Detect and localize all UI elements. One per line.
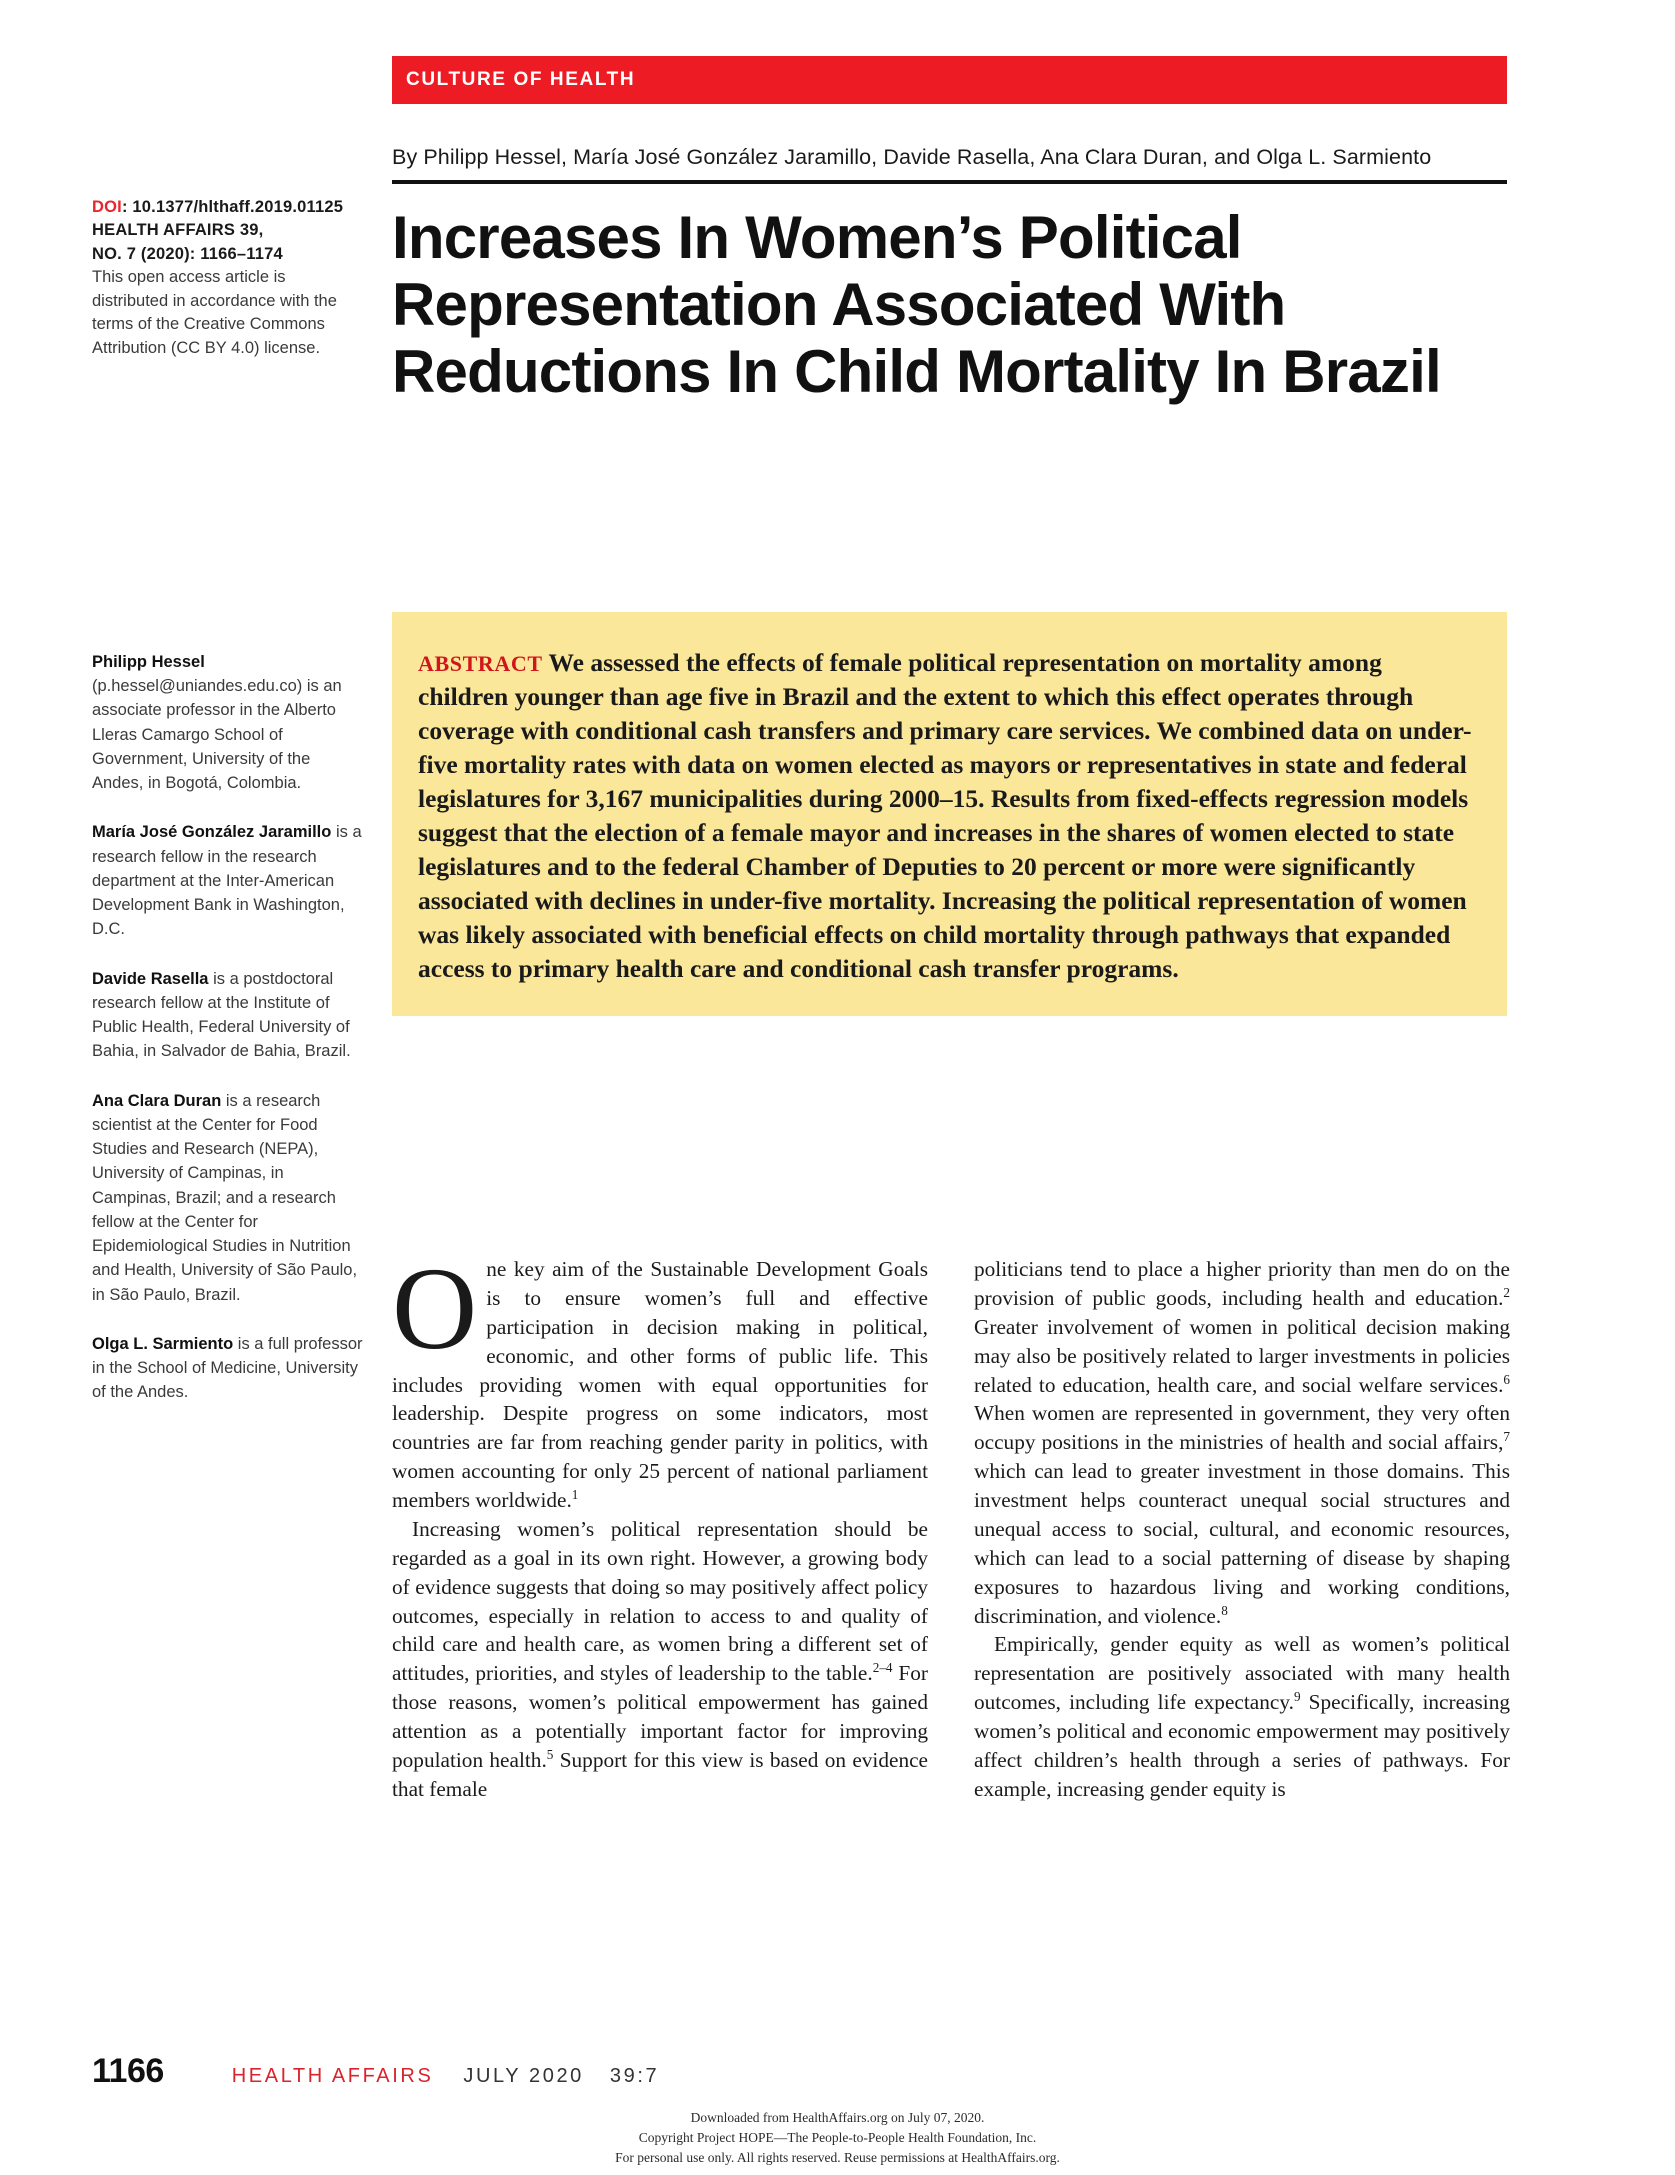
- bio-author-name: Olga L. Sarmiento: [92, 1334, 234, 1353]
- bio-item: [92, 650, 364, 796]
- download-notice: [0, 2108, 1675, 2168]
- bio-author-text: is a research fellow in the research department at the Inter-American Development Bank in Washington, D.C.: [92, 823, 362, 939]
- paragraph: [974, 1255, 1510, 1630]
- page-footer: [92, 2052, 1582, 2091]
- bio-author-text: (p.hessel@uniandes.edu.co) is an associate professor in the Alberto Lleras Camargo School of Government, University of the Andes, in Bogotá, Colombia.: [92, 677, 342, 793]
- doi-license: This open access article is distributed in accordance with the terms of the Creative Commons Attribution (CC BY 4.0) license.: [92, 268, 337, 357]
- doi-block: [92, 196, 364, 360]
- bio-author-name: María José González Jaramillo: [92, 823, 332, 842]
- doi-line: [92, 196, 364, 219]
- volume-issue: 39:7: [609, 2065, 660, 2087]
- doi-issue-line: NO. 7 (2020): 1166–1174: [92, 244, 283, 263]
- bio-author-name: Ana Clara Duran: [92, 1091, 222, 1110]
- doi-label: DOI: [92, 198, 122, 216]
- journal-name: HEALTH AFFAIRS: [231, 2065, 434, 2087]
- section-kicker: CULTURE OF HEALTH: [392, 56, 1507, 104]
- footnote-marker: 5: [546, 1746, 554, 1762]
- paragraph-text: For those reasons, women’s political empowerment has gained attention as a potentially important factor for improving population health.: [392, 1661, 928, 1772]
- paragraph-text: Support for this view is based on evidence that female: [392, 1747, 928, 1801]
- bio-item: [92, 1332, 364, 1405]
- paragraph: [392, 1515, 928, 1804]
- footnote-marker: 6: [1503, 1371, 1510, 1387]
- doi-journal-line: HEALTH AFFAIRS 39,: [92, 221, 264, 240]
- footnote-marker: 1: [571, 1486, 579, 1502]
- abstract-box: [392, 612, 1507, 1016]
- footnote-marker: 8: [1221, 1602, 1228, 1618]
- paragraph-text: Empirically, gender equity as well as women’s political representation are positively associated with many health outcomes, including life expectancy.: [974, 1632, 1510, 1715]
- abstract-text: We assessed the effects of female political representation on mortality among children younger than age five in Brazil and the extent to which this effect operates through coverage with conditional cash transfers and primary care services. We combined data on under-five mortality rates with data on women elected as mayors or representatives in state and federal legislatures for 3,167 municipalities during 2000–15. Results from fixed-effects regression models suggest that the election of a female mayor and increases in the shares of women elected to state legislatures and to the federal Chamber of Deputies to 20 percent or more were significantly associated with declines in under-five mortality. Increasing the political representation of women was likely associated with beneficial effects on child mortality through pathways that expanded access to primary health care and conditional cash transfer programs.: [418, 648, 1472, 984]
- bio-author-text: is a postdoctoral research fellow at the Institute of Public Health, Federal University of Bahia, in Salvador de Bahia, Brazil.: [92, 969, 351, 1061]
- download-notice-line: Copyright Project HOPE—The People-to-People Health Foundation, Inc.: [638, 2129, 1037, 2145]
- download-notice-line: Downloaded from HealthAffairs.org on July 07, 2020.: [690, 2110, 985, 2125]
- abstract-label: ABSTRACT: [418, 651, 543, 676]
- paragraph-text: Specifically, increasing women’s political and economic empowerment may positively affect children’s health through a series of pathways. For example, increasing gender equity is: [974, 1690, 1510, 1801]
- body-column-right: [974, 1255, 1510, 1990]
- doi-value: : 10.1377/hlthaff.2019.01125: [121, 198, 344, 216]
- footnote-marker: 2–4: [872, 1660, 893, 1676]
- article-header: [392, 56, 1507, 446]
- bio-item: [92, 820, 364, 941]
- paragraph-text: Greater involvement of women in political decision making may also be positively related to larger investments in policies related to education, health care, and social welfare services.: [974, 1314, 1510, 1397]
- page-number: 1166: [92, 2052, 164, 2090]
- title-divider: [392, 180, 1507, 184]
- page-title: Increases In Women’s Political Representation Associated With Reductions In Child Mortality In Brazil: [392, 204, 1441, 406]
- paragraph-text: One key aim of the Sustainable Development Goals is to ensure women’s full and effective participation in decision making in political, economic, and other forms of public life. This includes providing women with equal opportunities for leadership. Despite progress on some indicators, most countries are far from reaching gender parity in politics, with women accounting for only 25 percent of national parliament members worldwide.: [392, 1255, 928, 1512]
- author-bios: [92, 650, 364, 1405]
- body-column-left: [392, 1255, 928, 1990]
- bio-item: [92, 967, 364, 1064]
- bio-author-name: Davide Rasella: [92, 969, 209, 988]
- issue-date: JULY 2020: [463, 2065, 584, 2087]
- download-notice-line: For personal use only. All rights reserved. Reuse permissions at HealthAffairs.org.: [615, 2149, 1060, 2165]
- author-byline: By Philipp Hessel, María José González Jaramillo, Davide Rasella, Ana Clara Duran, and Olga L. Sarmiento: [392, 145, 1432, 169]
- paragraph-text: politicians tend to place a higher priority than men do on the provision of public goods, including health and education.: [974, 1257, 1510, 1310]
- bio-author-text: is a research scientist at the Center for Food Studies and Research (NEPA), University of Campinas, in Campinas, Brazil; and a research fellow at the Center for Epidemiological Studies in Nutrition and Health, University of São Paulo, in São Paulo, Brazil.: [92, 1091, 358, 1304]
- paragraph-text: which can lead to greater investment in those domains. This investment helps counteract unequal social structures and unequal access to social, cultural, and economic resources, which can lead to a social patterning of disease by shaping exposures to hazardous living and working conditions, discrimination, and violence.: [974, 1459, 1510, 1628]
- bio-author-text: is a full professor in the School of Medicine, University of the Andes.: [92, 1334, 363, 1402]
- bio-item: [92, 1089, 364, 1307]
- footnote-marker: 2: [1503, 1284, 1510, 1300]
- body-columns: [392, 1255, 1510, 1990]
- paragraph-text: When women are represented in government, they very often occupy positions in the ministries of health and social affairs,: [974, 1401, 1510, 1455]
- paragraph: [392, 1255, 928, 1515]
- footnote-marker: 9: [1293, 1689, 1301, 1705]
- paragraph: [974, 1630, 1510, 1803]
- footnote-marker: 7: [1503, 1429, 1510, 1445]
- bio-author-name: Philipp Hessel: [92, 652, 205, 671]
- paragraph-text: Increasing women’s political representation should be regarded as a goal in its own right. However, a growing body of evidence suggests that doing so may positively affect policy outcomes, especially in relation to access to and quality of child care and health care, as women bring a different set of attitudes, priorities, and styles of leadership to the table.: [392, 1516, 928, 1686]
- margin-column: [92, 196, 364, 1430]
